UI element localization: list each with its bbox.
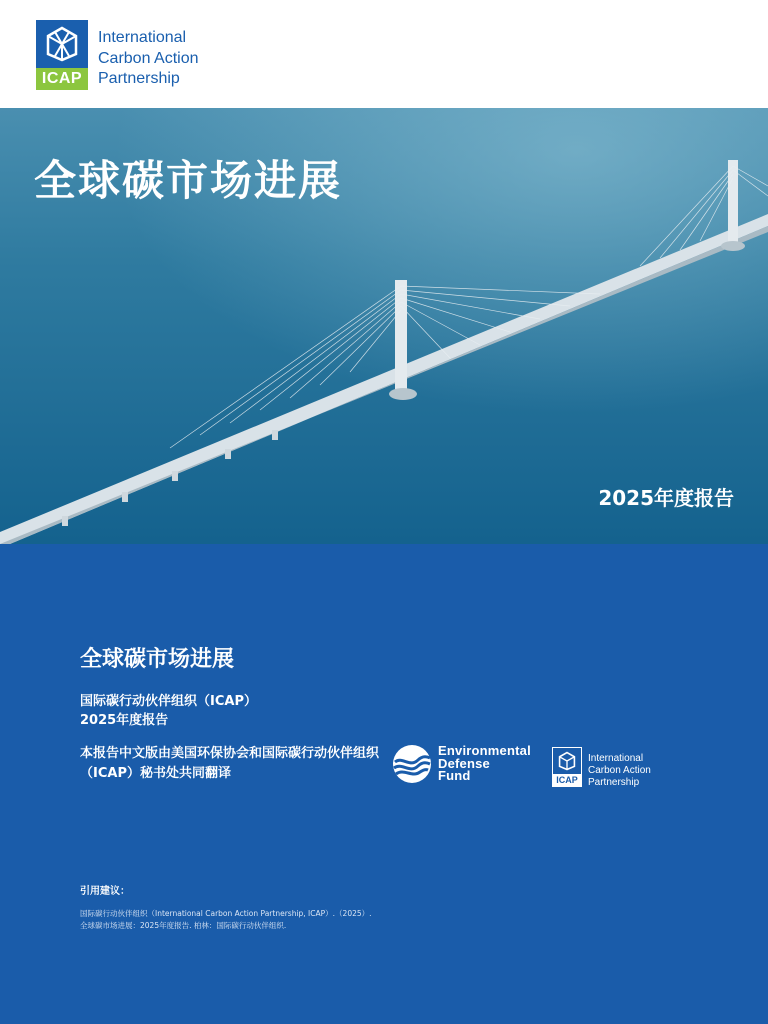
icap-small-text: International Carbon Action Partnership (588, 753, 651, 788)
citation-text: 国际碳行动伙伴组织（International Carbon Action Partnership, ICAP）.（2025）. 全球碳市场进展：2025年度报告. 柏林：国际碳行动伙伴组织. (80, 909, 372, 930)
hero-title: 全球碳市场进展 (34, 156, 343, 205)
header (0, 0, 768, 108)
edf-wave-icon (392, 744, 432, 784)
panel-title: 全球碳市场进展 (80, 647, 235, 672)
icap-small-mark (552, 747, 582, 787)
edf-logo[interactable] (392, 744, 531, 784)
org-info: 国际碳行动伙伴组织（ICAP） 2025年度报告 (80, 694, 257, 728)
icap-small-logo[interactable] (552, 747, 651, 789)
globe-house-icon (45, 26, 79, 62)
icap-logo-text: International Carbon Action Partnership (98, 29, 199, 87)
hero-image (0, 108, 768, 544)
icap-logo[interactable] (36, 20, 199, 90)
icap-badge: ICAP (36, 68, 88, 90)
globe-house-icon (558, 751, 576, 771)
citation-label: 引用建议： (80, 886, 130, 897)
info-panel (0, 544, 768, 1024)
icap-logo-mark (36, 20, 88, 90)
hero-year-label: 2025年度报告 (598, 486, 734, 510)
icap-small-badge: ICAP (553, 774, 581, 786)
translation-note: 本报告中文版由美国环保协会和国际碳行动伙伴组织（ICAP）秘书处共同翻译 (80, 746, 380, 781)
edf-logo-text: Environmental Defense Fund (438, 743, 531, 784)
